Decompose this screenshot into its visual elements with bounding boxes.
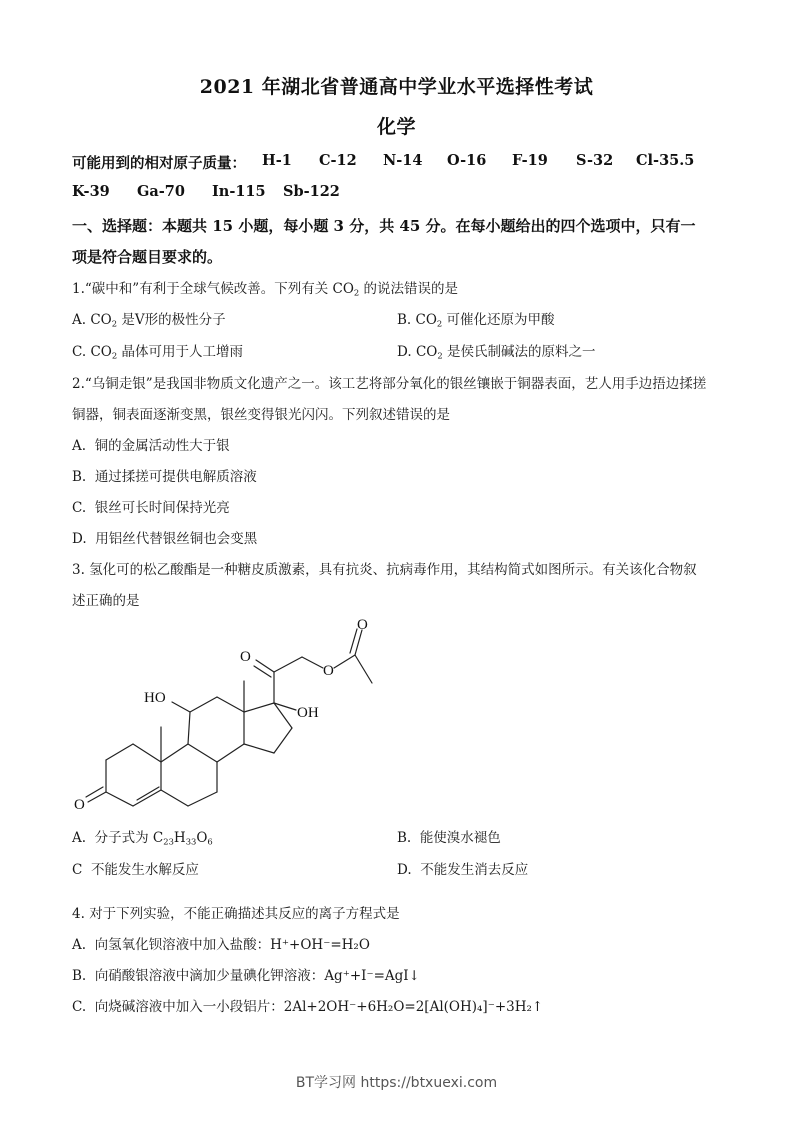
mass-o: O-16 [447,152,487,169]
question-4-option-b[interactable]: B. 向硝酸银溶液中滴加少量碘化钾溶液：Ag⁺+I⁻=AgI↓ [72,968,420,984]
subject-title: 化学 [376,116,416,138]
structure-label-o-c20: O [240,649,251,665]
question-3-option-c[interactable]: C 不能发生水解反应 [72,862,199,878]
mass-cl: Cl-35.5 [636,152,695,169]
mass-sb: Sb-122 [283,183,340,200]
question-1-option-a[interactable]: A. $CO_2$ 是Ⅴ形的极性分子 [72,312,226,329]
question-2-option-d[interactable]: D. 用铝丝代替银丝铜也会变黑 [72,531,258,547]
question-2-stem-line1: 2.“乌铜走银”是我国非物质文化遗产之一。该工艺将部分氧化的银丝镶嵌于铜器表面，艺人用手边捂边揉搓 [72,376,707,392]
question-4-option-c[interactable]: C. 向烧碱溶液中加入一小段铝片：2Al+2OH⁻+6H₂O=2[Al(OH)₄]⁻+3H₂↑ [72,999,544,1015]
mass-n: N-14 [383,152,423,169]
question-3-stem-line2: 述正确的是 [72,593,140,609]
question-1-option-b[interactable]: B. $CO_2$ 可催化还原为甲酸 [397,312,555,329]
question-2-option-a[interactable]: A. 铜的金属活动性大于银 [72,438,230,454]
question-3-option-d[interactable]: D. 不能发生消去反应 [397,862,529,878]
mass-s: S-32 [576,152,614,169]
structure-label-o-ester: O [323,663,334,679]
atomic-mass-label: 可能用到的相对原子质量： [72,155,246,172]
question-1-stem: 1.“碳中和”有利于全球气候改善。下列有关 $CO_2$ 的说法错误的是 [72,281,459,298]
equation-a: H⁺+OH⁻=H₂O [270,937,370,953]
structure-label-oh: OH [297,705,319,721]
question-2-stem-line2: 铜器，铜表面逐渐变黑，银丝变得银光闪闪。下列叙述错误的是 [72,407,450,423]
mass-f: F-19 [512,152,548,169]
question-1-option-c[interactable]: C. $CO_2$ 晶体可用于人工增雨 [72,344,243,361]
footer-watermark: BT学习网 https://btxuexi.com [295,1075,498,1091]
mass-c: C-12 [319,152,357,169]
question-2-option-c[interactable]: C. 银丝可长时间保持光亮 [72,500,230,516]
structure-label-o-acetyl: O [357,617,368,633]
mass-k: K-39 [72,183,110,200]
equation-c: 2Al+2OH⁻+6H₂O=2[Al(OH)₄]⁻+3H₂↑ [283,999,544,1015]
question-3-stem-line1: 3. 氢化可的松乙酸酯是一种糖皮质激素，具有抗炎、抗病毒作用，其结构简式如图所示。有关该化合物叙 [72,562,697,578]
section-heading-line1: 一、选择题：本题共 15 小题，每小题 3 分，共 45 分。在每小题给出的四个选项中，只有一 [72,217,696,235]
question-4-stem: 4. 对于下列实验，不能正确描述其反应的离子方程式是 [72,906,400,922]
question-3-option-a[interactable]: A. 分子式为 $C_{23}H_{33}O_6$ [72,830,213,847]
exam-title: 2021 年湖北省普通高中学业水平选择性考试 [199,76,594,98]
equation-b: Ag⁺+I⁻=AgI↓ [324,968,420,984]
structure-label-o-c3: O [74,797,85,813]
question-1-option-d[interactable]: D. $CO_2$ 是侯氏制碱法的原料之一 [397,344,596,361]
mass-in: In-115 [212,183,266,200]
mass-h: H-1 [262,152,292,169]
question-2-option-b[interactable]: B. 通过揉搓可提供电解质溶液 [72,469,257,485]
mass-ga: Ga-70 [137,183,185,200]
section-heading-line2: 项是符合题目要求的。 [72,248,223,266]
question-4-option-a[interactable]: A. 向氢氧化钡溶液中加入盐酸：H⁺+OH⁻=H₂O [72,937,370,953]
question-3-option-b[interactable]: B. 能使溴水褪色 [397,830,501,846]
structure-label-ho: HO [144,690,166,706]
